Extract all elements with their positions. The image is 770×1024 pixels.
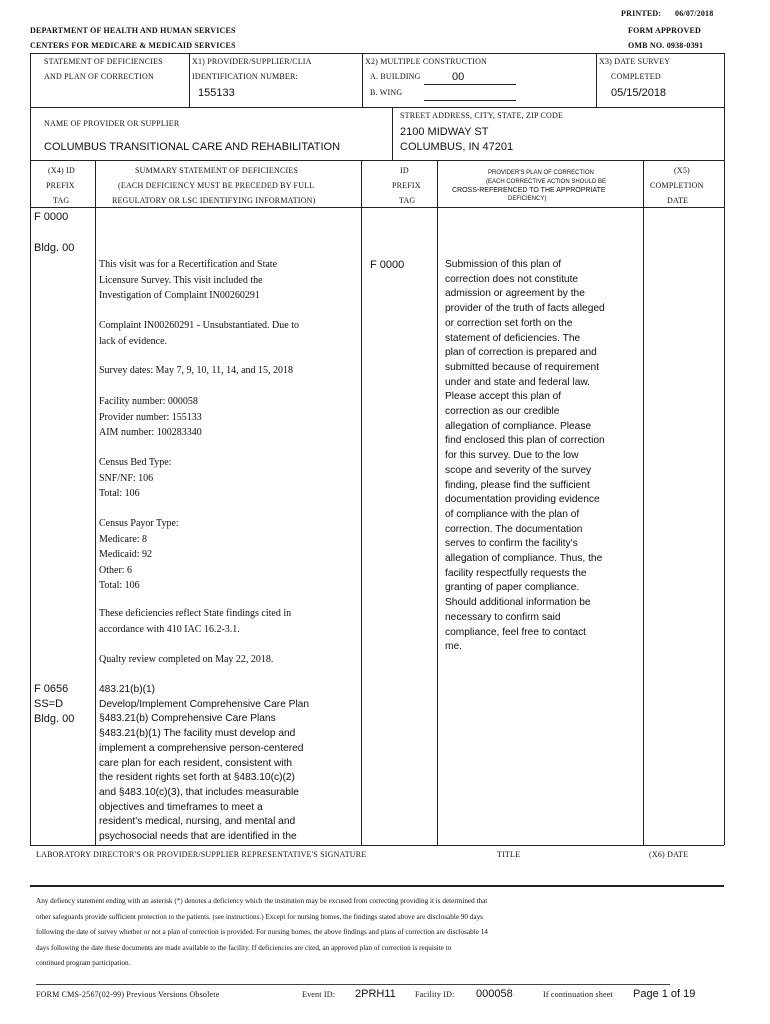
x1-label: X1) PROVIDER/SUPPLIER/CLIA — [192, 57, 312, 66]
printed-label: PRINTED: — [621, 9, 662, 18]
x4-tag-header: TAG — [53, 196, 70, 205]
date-header: DATE — [667, 196, 689, 205]
identification-label: IDENTIFICATION NUMBER: — [192, 72, 298, 81]
form-number: FORM CMS-2567(02-99) Previous Versions Obsolete — [36, 990, 220, 999]
department-name: DEPARTMENT OF HEALTH AND HUMAN SERVICES — [30, 26, 236, 35]
summary-para-facility: Facility number: 000058 Provider number: 155133 AIM number: 100283340 — [99, 396, 202, 438]
page-number: Page 1 of 19 — [633, 988, 696, 1000]
summary-para-survey-dates: Survey dates: May 7, 9, 10, 11, 14, and 15, 2018 — [99, 365, 294, 376]
provider-name-label: NAME OF PROVIDER OR SUPPLIER — [44, 119, 180, 128]
regulation-text: 483.21(b)(1) Develop/Implement Comprehensive Care Plan §483.21(b) Comprehensive Care Plans §483.21(b)(1) The facility must develop and implement a comprehensive person-centered care plan for each resident, consistent with the resident rights set forth at §483.10(c)(2) and §483.10(c)(3), that includes measurable objectives and timeframes to meet a resident's medical, nursing, and mental and psychosocial needs that are identified in the — [99, 684, 310, 843]
disclaimer-text: Any defiency statement ending with an asterisk (*) denotes a deficiency which the institution may be excused from correcting providing it is determined that other safeguards provide sufficient protection to the patients. (see instructions.) Except for nursing homes, the findings stated above are disclosable 90 days following the date of survey whether or not a plan of correction is provided. For nursing homes, the above findings and plans of correction are disclosable 14 days following the date these documents are made available to the facility. If deficiencies are cited, an approved plan of correction is requisite to continued program participation. — [36, 897, 488, 968]
completion-header: COMPLETION — [650, 181, 704, 190]
building-value: 00 — [452, 71, 465, 83]
event-id-label: Event ID: — [302, 990, 336, 999]
address-line1: 2100 MIDWAY ST — [400, 126, 489, 138]
signature-label: LABORATORY DIRECTOR'S OR PROVIDER/SUPPLIER REPRESENTATIVE'S SIGNATURE — [36, 850, 367, 859]
x5-header: (X5) — [674, 166, 690, 175]
scope-severity: SS=D — [34, 698, 64, 710]
facility-id-label: Facility ID: — [415, 990, 455, 999]
plan-header-1: PROVIDER'S PLAN OF CORRECTION — [488, 170, 594, 176]
summary-header-1: SUMMARY STATEMENT OF DEFICIENCIES — [135, 166, 299, 175]
bldg-label-2: Bldg. 00 — [34, 713, 75, 725]
address-label: STREET ADDRESS, CITY, STATE, ZIP CODE — [400, 111, 564, 120]
wing-label: B. WING — [370, 88, 403, 97]
statement-label: STATEMENT OF DEFICIENCIES — [44, 57, 163, 66]
address-line2: COLUMBUS, IN 47201 — [400, 141, 514, 153]
tag-f0656: F 0656 — [34, 683, 69, 695]
omb-number: OMB NO. 0938-0391 — [628, 41, 704, 50]
id-tag-header: TAG — [399, 196, 416, 205]
summary-para-quality-review: Qualty review completed on May 22, 2018. — [99, 654, 274, 665]
plan-of-correction-label: AND PLAN OF CORRECTION — [44, 72, 154, 81]
survey-date-value: 05/15/2018 — [611, 87, 667, 99]
provider-name-value: COLUMBUS TRANSITIONAL CARE AND REHABILITATION — [44, 141, 341, 153]
summary-para-census-bed: Census Bed Type: SNF/NF: 106 Total: 106 — [99, 457, 172, 499]
printed-date: 06/07/2018 — [675, 9, 714, 18]
plan-header-4: DEFICIENCY) — [508, 196, 547, 202]
id-prefix-header: PREFIX — [392, 181, 421, 190]
plan-header-2: (EACH CORRECTIVE ACTION SHOULD BE — [486, 179, 607, 185]
summary-header-3: REGULATORY OR LSC IDENTIFYING INFORMATION) — [112, 196, 316, 205]
event-id-value: 2PRH11 — [355, 988, 396, 1000]
x2-label: X2) MULTIPLE CONSTRUCTION — [365, 57, 488, 66]
summary-header-2: (EACH DEFICIENCY MUST BE PRECEDED BY FULL — [118, 181, 315, 190]
plan-header-3: CROSS-REFERENCED TO THE APPROPRIATE — [452, 187, 606, 194]
tag-f0000: F 0000 — [34, 211, 69, 223]
completed-label: COMPLETED — [611, 72, 661, 81]
id-header: ID — [400, 166, 409, 175]
building-label: A. BUILDING — [370, 72, 421, 81]
summary-para-state-findings: These deficiencies reflect State findings cited in accordance with 410 IAC 16.2-3.1. — [99, 608, 292, 635]
summary-para-visit: This visit was for a Recertification and State Licensure Survey. This visit included the Investigation of Complaint IN00260291 — [99, 259, 278, 301]
centers-name: CENTERS FOR MEDICARE & MEDICAID SERVICES — [30, 41, 236, 50]
continuation-label: If continuation sheet — [543, 990, 613, 999]
summary-para-complaint: Complaint IN00260291 - Unsubstantiated. Due to lack of evidence. — [99, 320, 299, 347]
form-approved: FORM APPROVED — [628, 26, 702, 35]
facility-id-value: 000058 — [476, 988, 513, 1000]
bldg-label: Bldg. 00 — [34, 242, 75, 254]
x3-label: X3) DATE SURVEY — [599, 57, 671, 66]
plan-of-correction-text: Submission of this plan of correction does not constitute admission or agreement by the provider of the truth of facts alleged or correction set forth on the statement of deficiencies. The plan of correction is prepared and submitted because of requirement under and state and federal law. Please accept this plan of correction as our credible allegation of compliance. Please find enclosed this plan of correction for this survey. Due to the low scope and severity of the survey finding, please find the sufficient documentation providing evidence of compliance with the plan of correction. The documentation serves to confirm the facility's allegation of compliance. Thus, the facility respectfully requests the granting of paper compliance. Should additional information be necessary to confirm said compliance, feel free to contact me. — [445, 259, 605, 653]
summary-para-census-payor: Census Payor Type: Medicare: 8 Medicaid: 92 Other: 6 Total: 106 — [99, 518, 179, 591]
date-label: (X6) DATE — [649, 850, 689, 859]
plan-tag-f0000: F 0000 — [370, 259, 405, 271]
title-label: TITLE — [497, 850, 521, 859]
x4-prefix-header: PREFIX — [46, 181, 75, 190]
provider-id-value: 155133 — [198, 87, 235, 99]
x4-id-header: (X4) ID — [48, 166, 75, 175]
